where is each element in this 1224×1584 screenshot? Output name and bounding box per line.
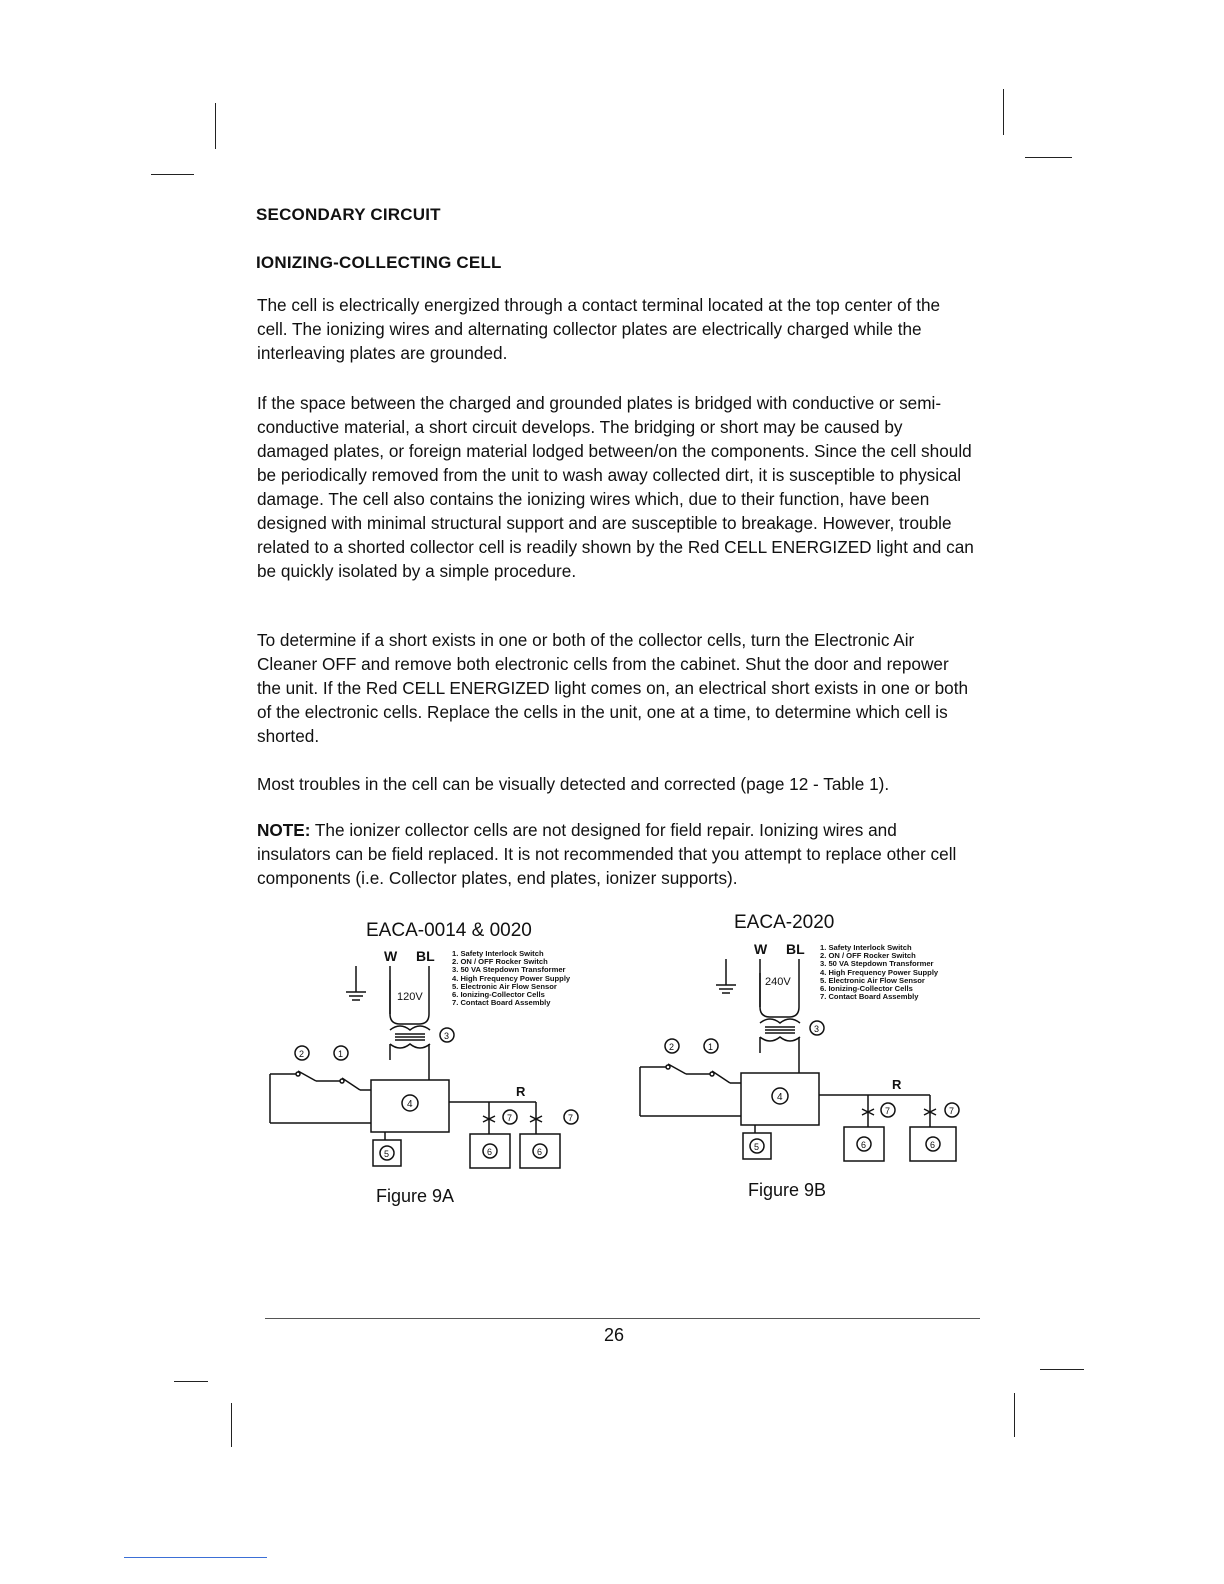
figure-a-diagram — [260, 940, 600, 1185]
figure-b-caption: Figure 9B — [748, 1180, 827, 1200]
note-paragraph — [257, 818, 975, 890]
legend-item: 6. Ionizing-Collector Cells — [820, 984, 913, 994]
paragraph-4: Most troubles in the cell can be visually detected and corrected (page 12 - Table 1). — [257, 774, 890, 794]
svg-text:7: 7 — [507, 1113, 513, 1123]
legend-item: 5. Electronic Air Flow Sensor — [820, 975, 925, 985]
svg-text:7: 7 — [885, 1106, 891, 1116]
legend-item: 3. 50 VA Stepdown Transformer — [452, 965, 566, 975]
note-label: NOTE: — [257, 820, 311, 840]
svg-text:5: 5 — [754, 1142, 760, 1152]
svg-text:6: 6 — [861, 1140, 867, 1150]
legend-item: 3. 50 VA Stepdown Transformer — [820, 959, 934, 969]
page-number: 26 — [604, 1325, 625, 1345]
legend-item: 1. Safety Interlock Switch — [820, 943, 912, 952]
svg-text:2: 2 — [669, 1042, 675, 1052]
legend-item: 4. High Frequency Power Supply — [820, 967, 939, 977]
legend-item: 7. Contact Board Assembly — [452, 998, 551, 1008]
relay-label: R — [516, 1084, 526, 1099]
legend-item: 7. Contact Board Assembly — [820, 992, 919, 1002]
crop-mark — [215, 103, 216, 149]
crop-mark — [231, 1403, 232, 1447]
svg-text:6: 6 — [537, 1147, 543, 1157]
paragraph-3: To determine if a short exists in one or both of the collector cells, turn the Electronic Air Cleaner OFF and remove both electronic cells from the cabinet. Shut the door and repower the unit. If the Red CELL ENERGIZED light comes on, an electrical short exists in one or both of the electronic cells. Replace the cells in the unit, one at a time, to determine which cell is shorted. — [257, 630, 969, 746]
svg-text:6: 6 — [487, 1147, 493, 1157]
svg-text:4: 4 — [407, 1099, 413, 1110]
legend-item: 2. ON / OFF Rocker Switch — [820, 951, 916, 961]
svg-text:3: 3 — [444, 1031, 450, 1041]
wire-bl-label: BL — [786, 941, 805, 957]
wire-w-label: W — [754, 941, 768, 957]
svg-text:7: 7 — [949, 1106, 955, 1116]
bottom-divider — [124, 1557, 267, 1558]
wire-w-label: W — [384, 948, 398, 964]
svg-text:2: 2 — [299, 1049, 305, 1059]
svg-text:7: 7 — [568, 1113, 574, 1123]
legend-item: 4. High Frequency Power Supply — [452, 973, 571, 983]
voltage-label: 120V — [397, 991, 423, 1003]
crop-mark — [1040, 1369, 1084, 1370]
figure-b-diagram — [630, 933, 970, 1178]
legend-item: 1. Safety Interlock Switch — [452, 949, 544, 958]
relay-label: R — [892, 1077, 902, 1092]
paragraph-1: The cell is electrically energized through a contact terminal located at the top center of the cell. The ionizing wires and alternating collector plates are electrically charged while the interleaving plates are grounded. — [257, 295, 941, 363]
svg-text:3: 3 — [814, 1024, 820, 1034]
crop-mark — [1014, 1393, 1015, 1437]
legend-item: 6. Ionizing-Collector Cells — [452, 990, 545, 1000]
figure-b-title: EACA-2020 — [734, 912, 835, 933]
crop-mark — [151, 174, 194, 175]
svg-text:6: 6 — [930, 1140, 936, 1150]
note-text: The ionizer collector cells are not designed for field repair. Ionizing wires and insulators can be field replaced. It is not recommended that you attempt to replace other cell components (i.e. Collector plates, end plates, ionizer supports). — [257, 820, 957, 888]
crop-mark — [174, 1381, 208, 1382]
svg-text:5: 5 — [384, 1149, 390, 1159]
svg-text:1: 1 — [708, 1042, 714, 1052]
crop-mark — [1025, 157, 1072, 158]
section-title: SECONDARY CIRCUIT — [256, 205, 441, 224]
footer-rule — [265, 1318, 980, 1319]
figure-a-title: EACA-0014 & 0020 — [366, 920, 532, 941]
subsection-title: IONIZING-COLLECTING CELL — [256, 253, 502, 272]
crop-mark — [1003, 89, 1004, 135]
figure-a-caption: Figure 9A — [376, 1186, 455, 1206]
legend-item: 5. Electronic Air Flow Sensor — [452, 981, 557, 991]
wire-bl-label: BL — [416, 948, 435, 964]
svg-text:4: 4 — [777, 1092, 783, 1103]
legend-item: 2. ON / OFF Rocker Switch — [452, 957, 548, 967]
paragraph-2: If the space between the charged and grounded plates is bridged with conductive or semi-conductive material, a short circuit develops. The bridging or short may be caused by damaged plates, or foreign material lodged between/on the components. Since the cell should be periodically removed from the unit to wash away collected dirt, it is susceptible to physical damage. The cell also contains the ionizing wires which, due to their function, have been designed with minimal structural support and are susceptible to breakage. However, trouble related to a shorted collector cell is readily shown by the Red CELL ENERGIZED light and can be quickly isolated by a simple procedure. — [257, 393, 974, 581]
voltage-label: 240V — [765, 976, 791, 988]
svg-text:1: 1 — [338, 1049, 344, 1059]
